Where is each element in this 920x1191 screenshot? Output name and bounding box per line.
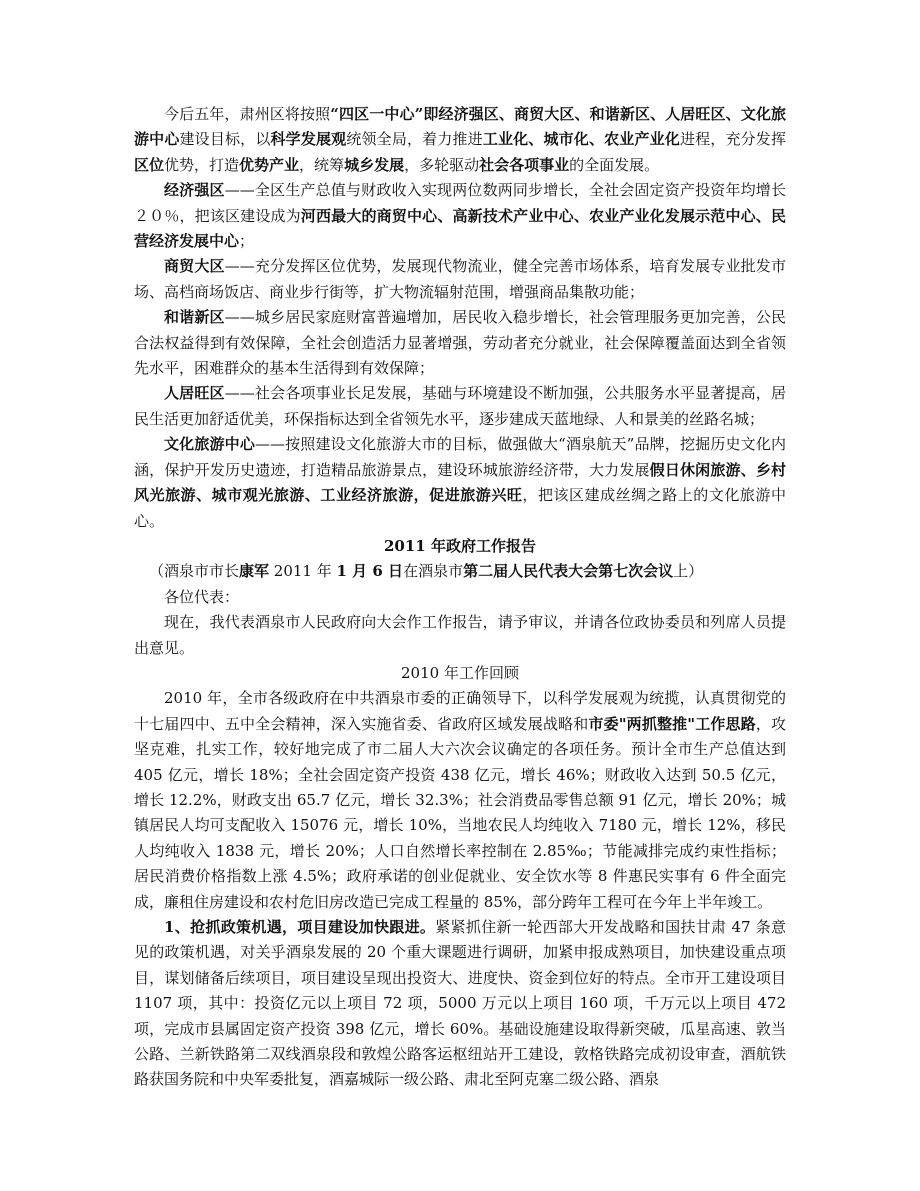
culture-paragraph <box>134 432 786 534</box>
text: ——城乡居民家庭财富普遍增加，居民收入稳步增长，社会管理服务更加完善，公民合法权益得到有效保障，全社会创造活力显著增强，劳动者充分就业，社会保障覆盖面达到全省领先水平，困难群众的基本生活得到有效保障； <box>134 308 786 378</box>
greeting: 各位代表： <box>164 587 240 606</box>
living-paragraph <box>134 381 786 432</box>
bold-text: 科学发展观 <box>270 130 347 149</box>
text: ，多轮驱动 <box>404 155 480 174</box>
opening-paragraph: 现在，我代表酒泉市人民政府向大会作工作报告，请予审议，并请各位政协委员和列席人员提出意见。 <box>134 613 786 657</box>
paragraph-label: 人居旺区 <box>164 384 225 403</box>
bold-text: 假日休闲旅游、乡村风光旅游、城市观光旅游、工业经济旅游，促进旅游兴旺 <box>134 460 786 505</box>
bold-text: 区位 <box>134 155 165 174</box>
text: ——全区生产总值与财政收入实现两位数两同步增长，全社会固定资产投资年均增长２０％，把该区建设成为 <box>134 181 786 225</box>
text: ，统筹 <box>299 155 345 174</box>
text: 在酒泉市 <box>403 562 464 581</box>
bold-text: 工业化、城市化、农业产业化 <box>482 130 680 149</box>
text: 建设目标，以 <box>179 130 271 149</box>
bold-text: 1 月 6 日 <box>336 562 404 581</box>
bold-text: 社会各项事业 <box>479 155 570 174</box>
text: 优势，打造 <box>164 155 240 174</box>
text: 统领全局，着力推进 <box>346 130 483 149</box>
economy-paragraph <box>134 178 786 254</box>
report-title: 2011 年政府工作报告 <box>384 536 536 555</box>
report-subtitle <box>134 559 786 584</box>
bold-text: 市委"两抓整推"工作思路 <box>588 714 756 733</box>
bold-text: 城乡发展 <box>344 155 405 174</box>
text: ，把该区建成丝绸之路上的文化旅游中心。 <box>134 486 786 530</box>
text: 2011 年 <box>269 562 337 581</box>
bold-text: 河西最大的商贸中心、高新技术产业中心、农业产业化发展示范中心、民营经济发展中心 <box>134 206 786 251</box>
intro-paragraph <box>134 102 786 178</box>
paragraph-label: 商贸大区 <box>164 257 225 276</box>
bold-text: 康军 <box>239 562 270 581</box>
point1-paragraph <box>134 915 786 1093</box>
text: ——充分发挥区位优势，发展现代物流业，健全完善市场体系，培育发展专业批发市场、高档商场饭店、商业步行街等，扩大物流辐射范围，增强商品集散功能； <box>134 257 786 301</box>
text: （酒泉市市长 <box>149 562 240 581</box>
text: ； <box>239 232 255 251</box>
bold-text: 优势产业 <box>239 155 300 174</box>
bold-text: 1、抢抓政策机遇，项目建设加快跟进。 <box>164 918 436 936</box>
trade-paragraph <box>134 254 786 305</box>
text: 今后五年，肃州区将按照 <box>164 105 331 123</box>
text: 进程，充分发挥 <box>679 130 786 149</box>
text: 2010 年，全市各级政府在中共酒泉市委的正确领导下，以科学发展观为统揽，认真贯彻党的十七届四中、五中全会精神，深入实施省委、省政府区域发展战略和 <box>134 689 786 733</box>
text: 紧紧抓住新一轮西部大开发战略和国扶甘肃 47 条意见的政策机遇，对关乎酒泉发展的 20 个重大课题进行调研，加紧申报成熟项目，加快建设重点项目，谋划储备后续项目，项目建设呈现出投资大、进度快、资金到位好的特点。全市开工建设项目 1107 项，其中：投资亿元以上项目 72 项，5000 万元以上项目 160 项，千万元以上项目 472 项，完成市县属固定资产投资 398 亿元，增长 60%。基础设施建设取得新突破，瓜星高速、敦当公路、兰新铁路第二双线酒泉段和敦煌公路客运枢纽站开工建设，敦格铁路完成初设审查，酒航铁路获国务院和中央军委批复，酒嘉城际一级公路、肃北至阿克塞二级公路、酒泉 <box>134 918 786 1089</box>
harmony-paragraph <box>134 305 786 381</box>
text: 的全面发展。 <box>569 155 660 174</box>
bold-text: 第二届人民代表大会第七次会议 <box>463 562 674 581</box>
text: ——社会各项事业长足发展，基础与环境建设不断加强，公共服务水平显著提高，居民生活更加舒适优美，环保指标达到全省领先水平，逐步建成天蓝地绿、人和景美的丝路名城； <box>134 384 786 428</box>
text: 上） <box>673 562 704 581</box>
paragraph-label: 经济强区 <box>164 181 225 200</box>
review-title: 2010 年工作回顾 <box>401 663 519 682</box>
review-paragraph <box>134 686 786 915</box>
text: ——按照建设文化旅游大市的目标，做强做大“酒泉航天”品牌，挖掘历史文化内涵，保护开发历史遗迹，打造精品旅游景点，建设环城旅游经济带，大力发展 <box>134 435 786 479</box>
paragraph-label: 文化旅游中心 <box>164 435 255 454</box>
bold-text: “四区一中心”即经济强区、商贸大区、和谐新区、人居旺区、文化旅游中心 <box>134 105 786 149</box>
text: ，攻坚克难，扎实工作，较好地完成了市二届人大六次会议确定的各项任务。预计全市生产总值达到 405 亿元，增长 18%；全社会固定资产投资 438 亿元，增长 46%；财政收入达到 50.5 亿元，增长 12.2%，财政支出 65.7 亿元，增长 32.3%；社会消费品零售总额 91 亿元，增长 20%；城镇居民人均可支配收入 15076 元，增长 10%，当地农民人均纯收入 7180 元，增长 12%，移民人均纯收入 1838 元，增长 20%；人口自然增长率控制在 2.85‰；节能减排完成约束性指标；居民消费价格指数上涨 4.5%；政府承诺的创业促就业、安全饮水等 8 件惠民实事有 6 件全面完成，廉租住房建设和农村危旧房改造已完成工程量的 85%，部分跨年工程可在今年上半年竣工。 <box>134 714 786 911</box>
paragraph-label: 和谐新区 <box>164 308 225 327</box>
document-body <box>134 102 786 1093</box>
